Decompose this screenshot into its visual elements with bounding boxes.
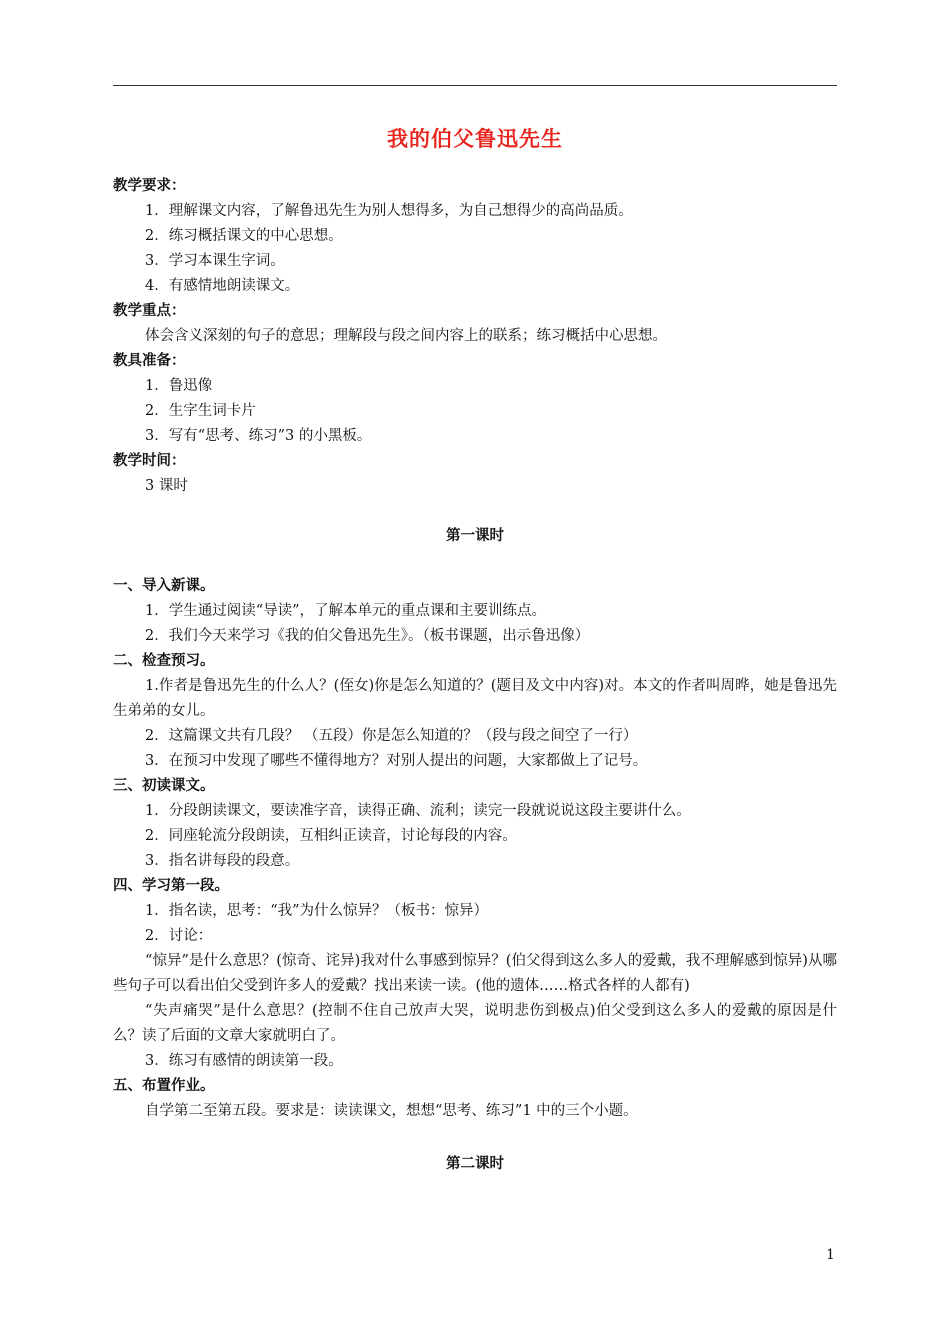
time-text: 3 课时 (145, 478, 188, 494)
section-item: 2．这篇课文共有几段？ （五段）你是怎么知道的？（段与段之间空了一行） (145, 728, 638, 744)
section-heading: 一、导入新课。 (113, 578, 215, 594)
section-heading: 五、布置作业。 (113, 1078, 215, 1094)
page-number: 1 (826, 1247, 835, 1263)
focus-heading: 教学重点： (113, 303, 186, 319)
section-item: 3．指名讲每段的段意。 (145, 853, 300, 869)
section-paragraph: “失声痛哭”是什么意思？(控制不住自己放声大哭，说明悲伤到极点)伯父受到这么多人的爱戴的原因是什么？读了后面的文章大家就明白了。 (113, 1003, 837, 1044)
lesson1-title: 第一课时 (446, 528, 504, 544)
requirement-item: 2．练习概括课文的中心思想。 (145, 228, 343, 244)
section-paragraph: “惊异”是什么意思？(惊奇、诧异)我对什么事感到惊异？(伯父得到这么多人的爱戴，我不理解感到惊异)从哪些句子可以看出伯父受到许多人的爱戴？找出来读一读。(他的遗体……格式各样的人都有) (113, 953, 837, 994)
document-body (113, 174, 837, 1177)
materials-heading: 教具准备： (113, 353, 186, 369)
material-item: 2．生字生词卡片 (145, 403, 256, 419)
material-item: 1．鲁迅像 (145, 378, 213, 394)
section-item: 3．练习有感情的朗读第一段。 (145, 1053, 343, 1069)
material-item: 3．写有“思考、练习”3 的小黑板。 (145, 428, 372, 444)
section-heading: 四、学习第一段。 (113, 878, 229, 894)
section-item: 自学第二至第五段。要求是：读读课文，想想“思考、练习”1 中的三个小题。 (145, 1103, 638, 1119)
section-heading: 三、初读课文。 (113, 778, 215, 794)
focus-text: 体会含义深刻的句子的意思；理解段与段之间内容上的联系；练习概括中心思想。 (145, 328, 667, 344)
section-item: 2．讨论： (145, 928, 213, 944)
lesson2-title: 第二课时 (446, 1156, 504, 1172)
section-item: 2．同座轮流分段朗读，互相纠正读音，讨论每段的内容。 (145, 828, 517, 844)
header-rule (113, 85, 837, 86)
document-title: 我的伯父鲁迅先生 (387, 127, 563, 151)
section-heading: 二、检查预习。 (113, 653, 215, 669)
section-item: 3．在预习中发现了哪些不懂得地方？对别人提出的问题，大家都做上了记号。 (145, 753, 648, 769)
time-heading: 教学时间： (113, 453, 186, 469)
section-item: 1．指名读，思考：“我”为什么惊异？（板书：惊异） (145, 903, 489, 919)
requirement-item: 1．理解课文内容，了解鲁迅先生为别人想得多，为自己想得少的高尚品质。 (145, 203, 633, 219)
requirement-item: 4．有感情地朗读课文。 (145, 278, 300, 294)
section-item: 2．我们今天来学习《我的伯父鲁迅先生》。（板书课题，出示鲁迅像） (145, 628, 590, 644)
requirements-heading: 教学要求： (113, 178, 186, 194)
section-item: 1．学生通过阅读“导读”，了解本单元的重点课和主要训练点。 (145, 603, 547, 619)
section-paragraph: 1.作者是鲁迅先生的什么人？(侄女)你是怎么知道的？(题目及文中内容)对。本文的作者叫周晔，她是鲁迅先生弟弟的女儿。 (113, 678, 837, 719)
section-item: 1．分段朗读课文，要读准字音，读得正确、流利；读完一段就说说这段主要讲什么。 (145, 803, 691, 819)
requirement-item: 3．学习本课生字词。 (145, 253, 285, 269)
